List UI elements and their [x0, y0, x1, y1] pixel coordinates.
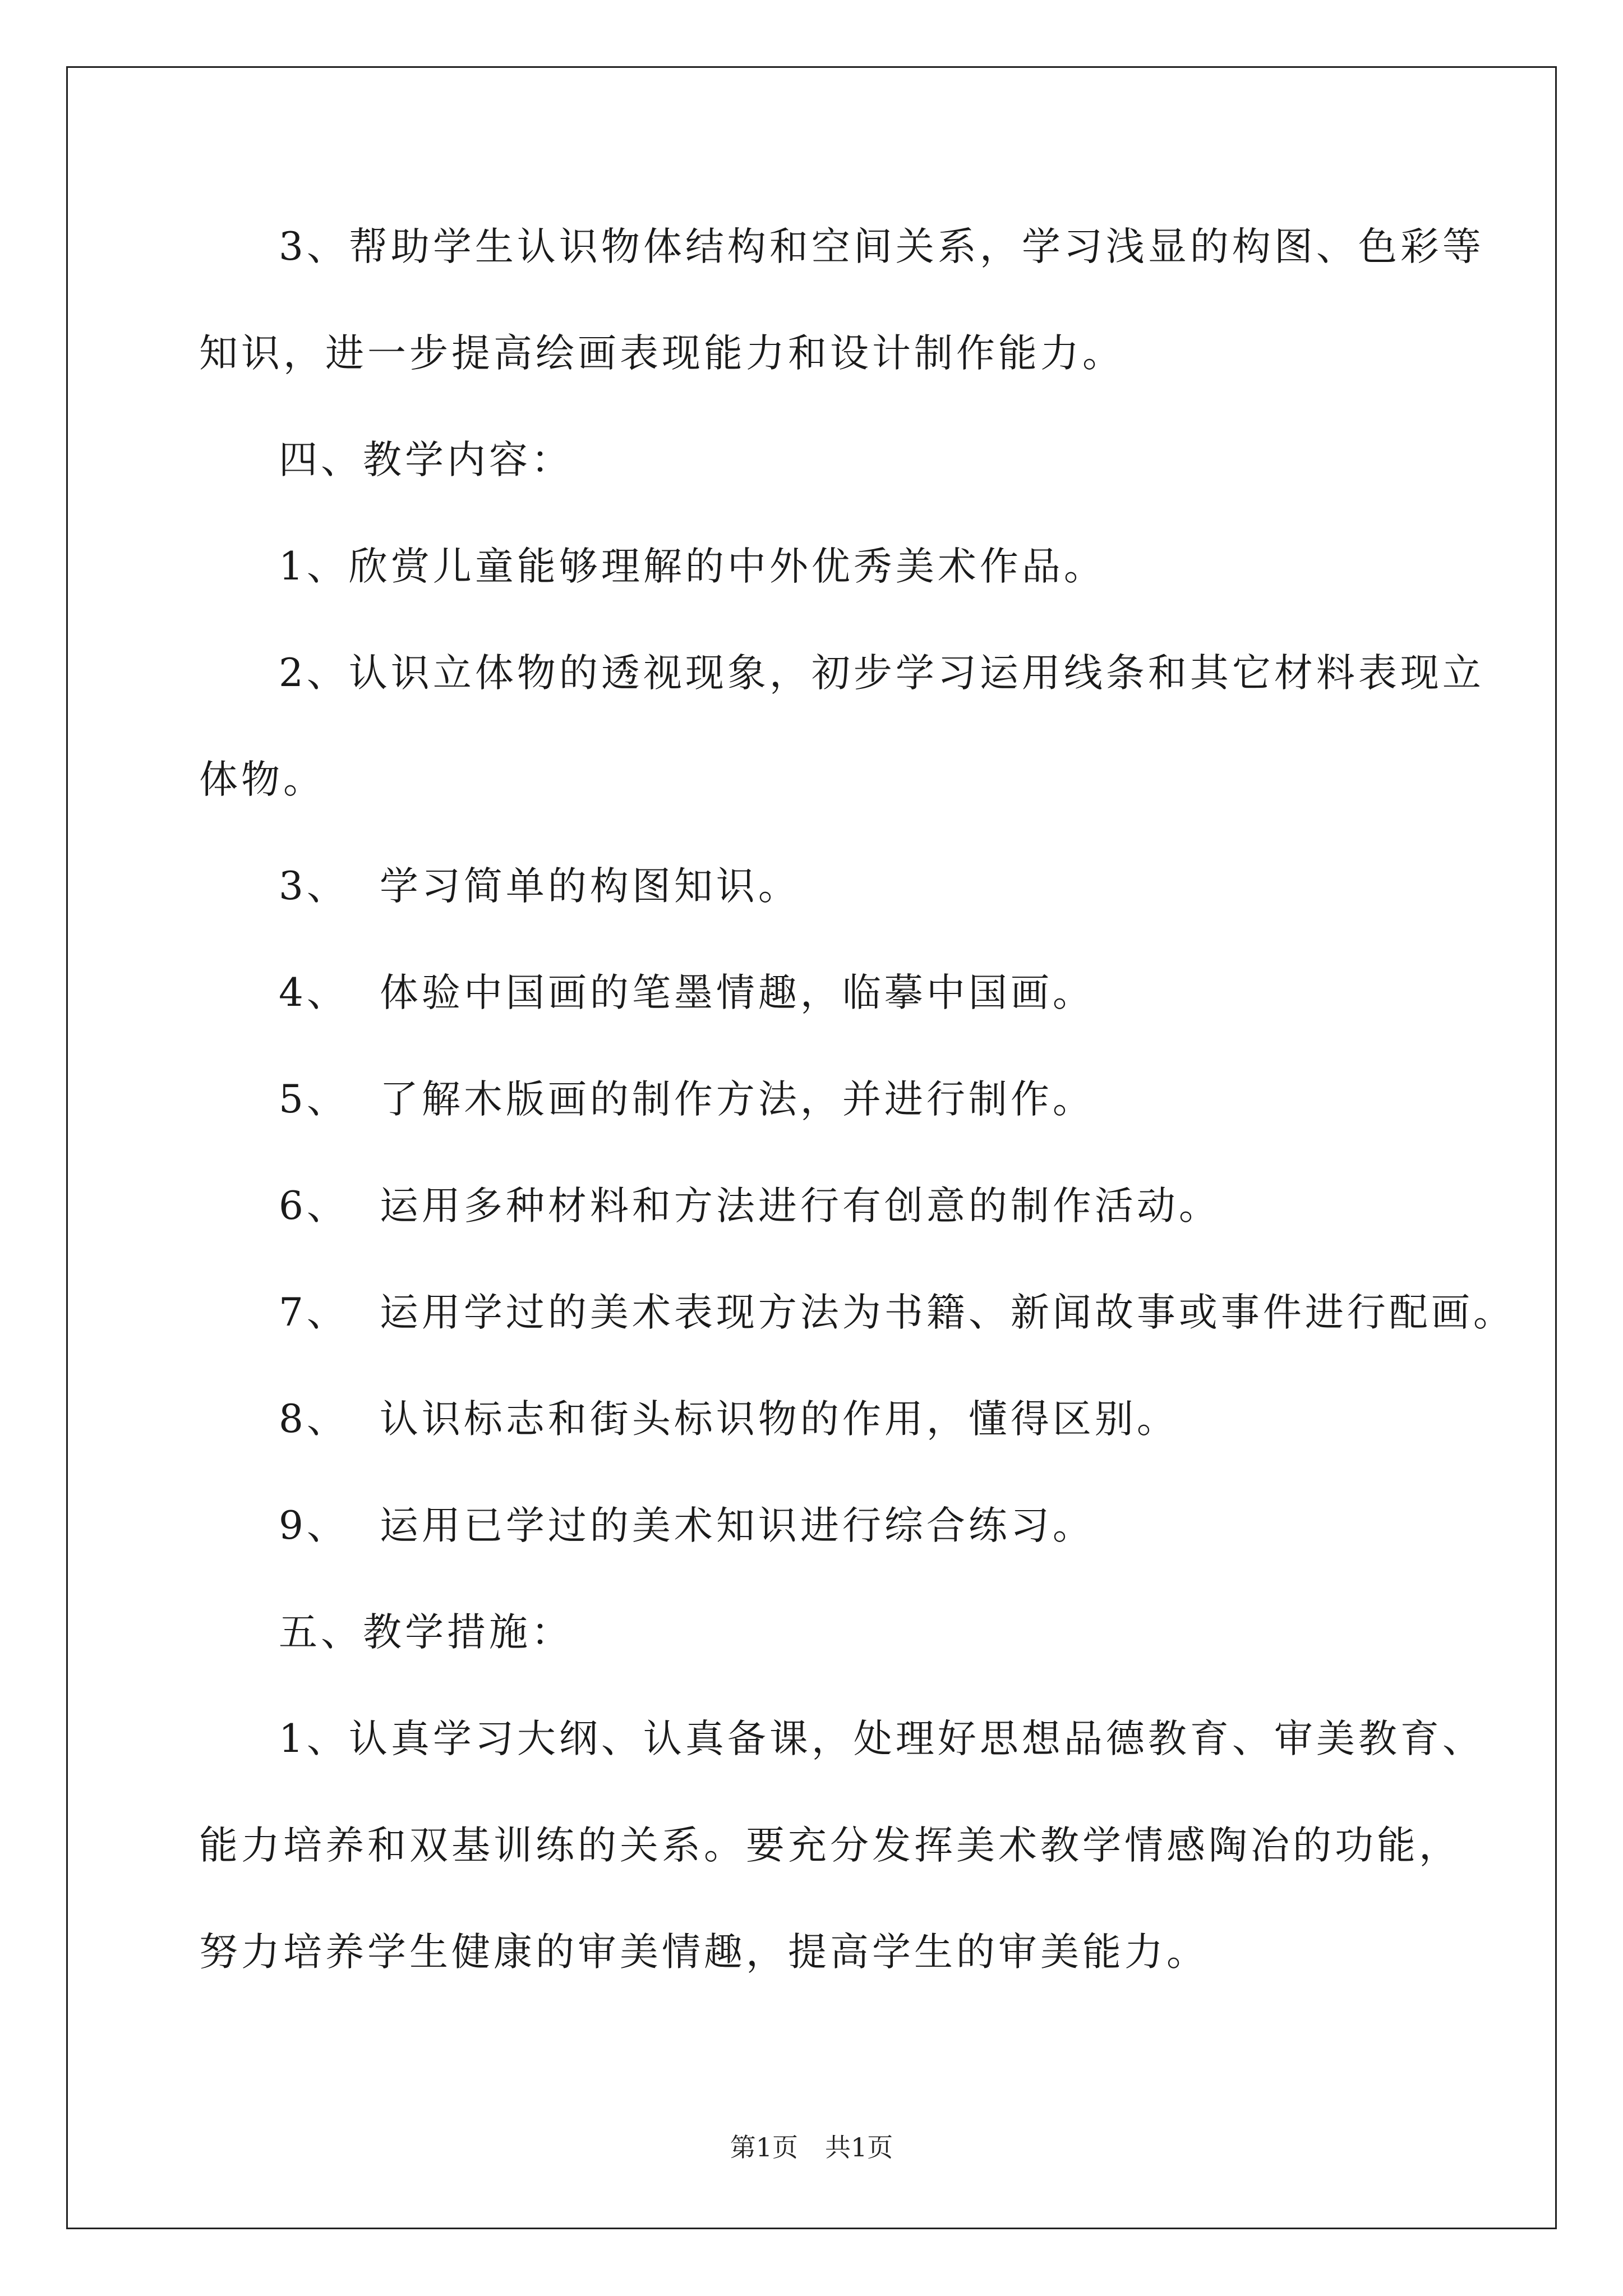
list-item-text: 运用已学过的美术知识进行综合练习。: [379, 1503, 1095, 1548]
section-heading: 四、教学内容：: [279, 438, 573, 482]
paragraph-line: 3、帮助学生认识物体结构和空间关系，学习浅显的构图、色彩等: [279, 224, 1484, 269]
list-item-number: 3、: [279, 864, 349, 909]
list-item-text: 了解木版画的制作方法，并进行制作。: [379, 1077, 1095, 1122]
list-item-number: 8、: [279, 1397, 349, 1442]
list-item: [279, 1287, 1515, 1338]
paragraph-line: 1、欣赏儿童能够理解的中外优秀美术作品。: [279, 544, 1106, 589]
page-border: [66, 66, 1557, 2229]
list-item-number: 9、: [279, 1503, 349, 1548]
list-item: [279, 1501, 1095, 1551]
list-item-text: 运用多种材料和方法进行有创意的制作活动。: [379, 1184, 1221, 1228]
list-item: [279, 861, 800, 912]
list-item-text: 体验中国画的笔墨情趣，临摹中国画。: [379, 970, 1095, 1015]
paragraph-line: 能力培养和双基训练的关系。要充分发挥美术教学情感陶冶的功能，: [199, 1823, 1461, 1868]
list-item: [279, 968, 1095, 1018]
page-number: 第1页: [730, 2132, 798, 2162]
list-item-number: 5、: [279, 1077, 349, 1122]
list-item: [279, 1074, 1095, 1125]
list-item-number: 7、: [279, 1290, 349, 1335]
list-item-text: 运用学过的美术表现方法为书籍、新闻故事或事件进行配画。: [379, 1290, 1515, 1335]
paragraph-line: 体物。: [199, 757, 325, 802]
list-item-text: 学习简单的构图知识。: [379, 864, 800, 909]
section-heading: 五、教学措施：: [279, 1610, 573, 1655]
page-footer: [0, 2131, 1623, 2164]
list-item-number: 6、: [279, 1184, 349, 1228]
paragraph-line: 2、认识立体物的透视现象，初步学习运用线条和其它材料表现立: [279, 651, 1484, 696]
paragraph-line: 努力培养学生健康的审美情趣，提高学生的审美能力。: [199, 1930, 1209, 1975]
paragraph-line: 知识，进一步提高绘画表现能力和设计制作能力。: [199, 331, 1124, 376]
paragraph-line: 1、认真学习大纲、认真备课，处理好思想品德教育、审美教育、: [279, 1717, 1484, 1761]
list-item: [279, 1181, 1221, 1231]
page-total: 共1页: [825, 2132, 893, 2162]
list-item-number: 4、: [279, 970, 349, 1015]
list-item-text: 认识标志和街头标识物的作用，懂得区别。: [379, 1397, 1179, 1442]
list-item: [279, 1394, 1179, 1444]
